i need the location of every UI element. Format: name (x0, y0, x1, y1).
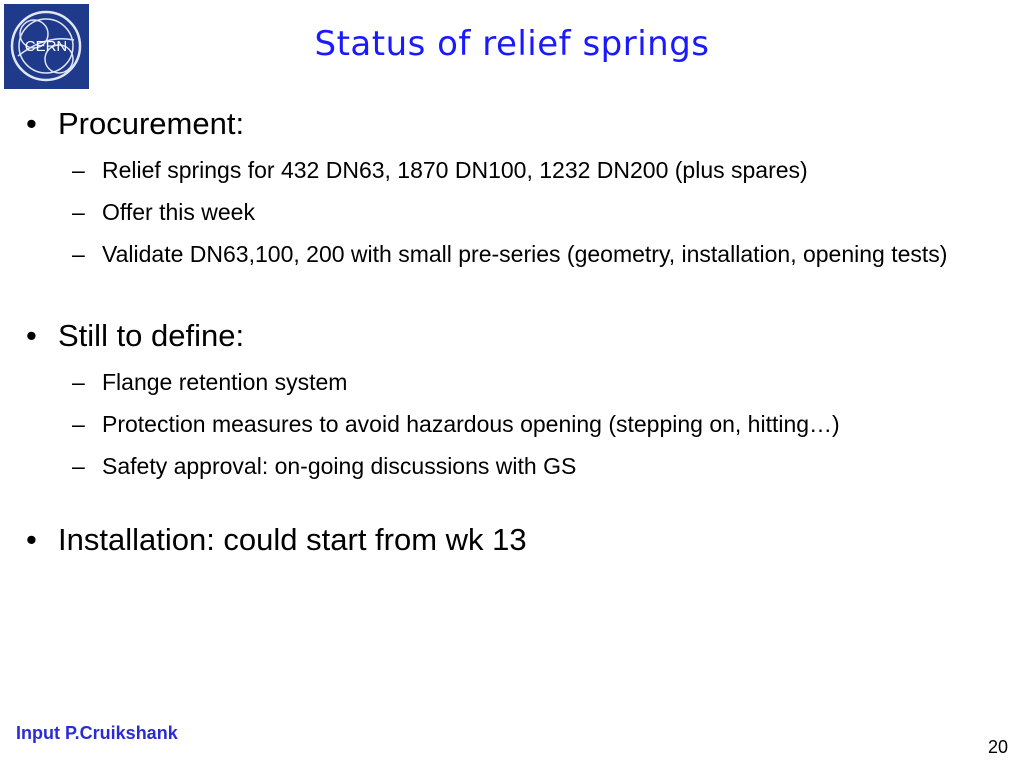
sub-item (18, 409, 1008, 440)
dash-icon: – (72, 241, 85, 267)
bullet-procurement (18, 104, 1008, 144)
dash-icon: – (72, 453, 85, 479)
sub-item-text: Protection measures to avoid hazardous opening (stepping on, hitting…) (102, 411, 840, 437)
slide-body (18, 104, 1008, 560)
sub-item-text: Relief springs for 432 DN63, 1870 DN100, 1232 DN200 (plus spares) (102, 157, 808, 183)
dash-icon: – (72, 369, 85, 395)
footer-credit: Input P.Cruikshank (16, 723, 178, 743)
bullet-icon: • (26, 106, 37, 141)
dash-icon: – (72, 157, 85, 183)
page-number: 20 (987, 737, 1008, 757)
bullet-icon: • (26, 318, 37, 353)
bullet-text: Still to define: (58, 318, 245, 353)
sub-item (18, 239, 1008, 270)
bullet-text: Installation: could start from wk 13 (58, 522, 527, 557)
bullet-still-to-define (18, 316, 1008, 356)
sub-item (18, 197, 1008, 228)
sub-item (18, 451, 1008, 482)
sub-item (18, 155, 1008, 186)
sub-item-text: Validate DN63,100, 200 with small pre-series (geometry, installation, opening tests) (102, 241, 948, 267)
sub-item-text: Safety approval: on-going discussions with GS (102, 453, 577, 479)
bullet-icon: • (26, 522, 37, 557)
sub-item (18, 367, 1008, 398)
bullet-installation (18, 520, 1008, 560)
dash-icon: – (72, 411, 85, 437)
sub-item-text: Flange retention system (102, 369, 348, 395)
dash-icon: – (72, 199, 85, 225)
slide-title: Status of relief springs (314, 24, 710, 64)
sub-item-text: Offer this week (102, 199, 255, 225)
cern-logo-text: CERN (24, 38, 68, 55)
bullet-text: Procurement: (58, 106, 245, 141)
